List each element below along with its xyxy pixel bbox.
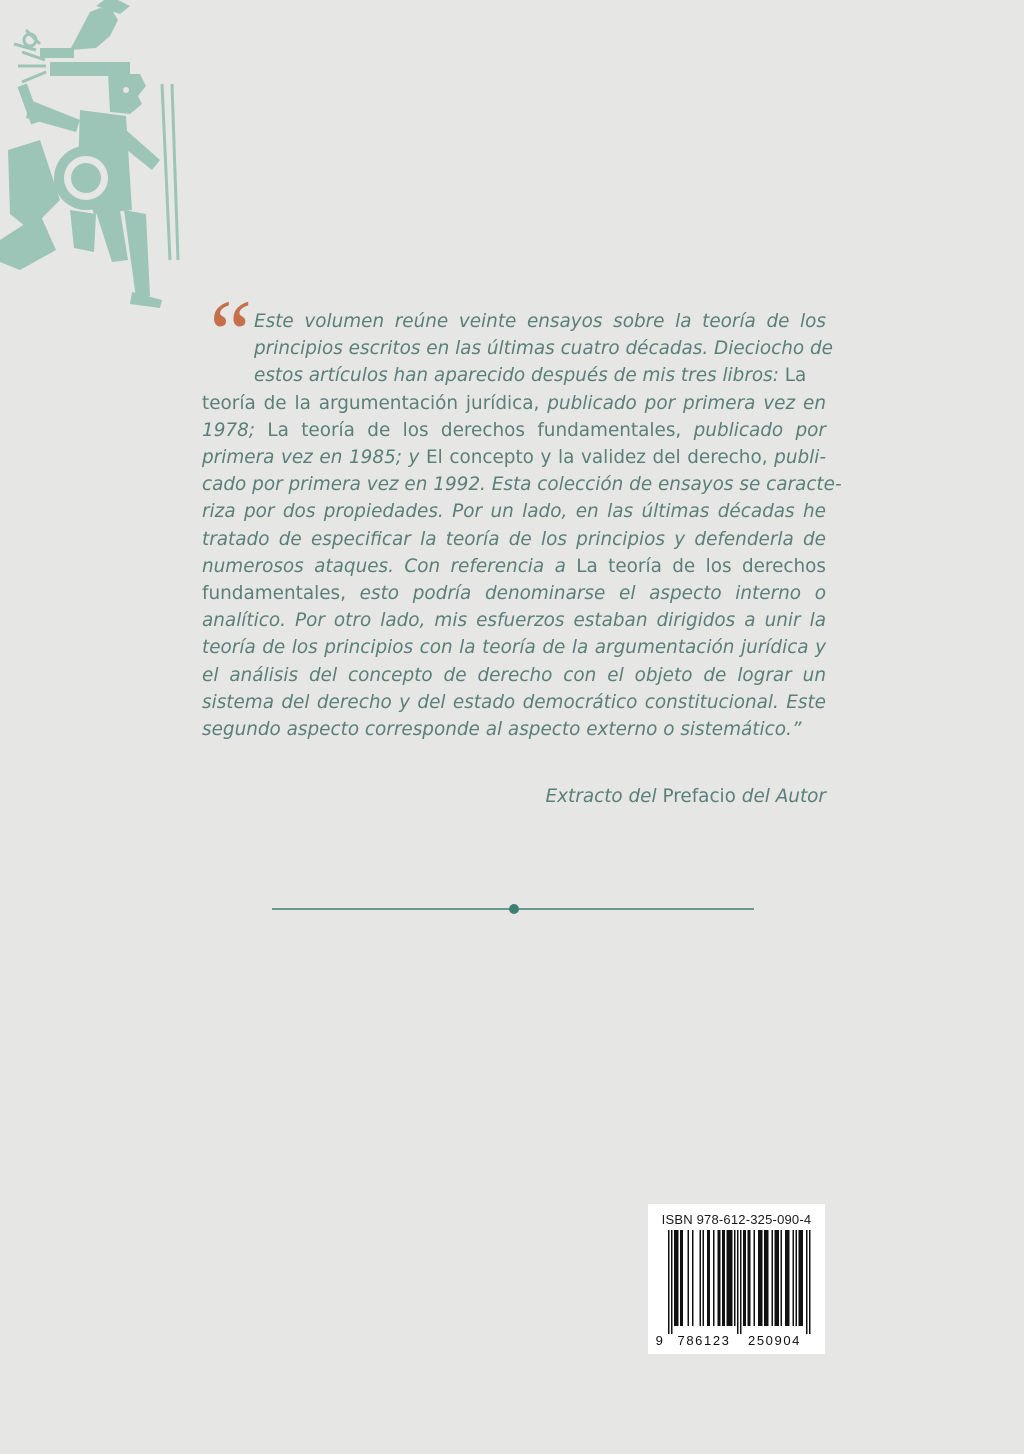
warrior-figure-illustration [0, 0, 190, 320]
quote-line [202, 662, 826, 689]
quote-text-italic: segundo aspecto corresponde al aspecto externo o sistemático.” [202, 719, 802, 741]
quote-line [202, 335, 833, 362]
attribution-title: Prefacio [662, 786, 736, 807]
barcode-bar [787, 1230, 789, 1326]
barcode [656, 1230, 817, 1348]
barcode-bar [745, 1230, 747, 1326]
quote-text-italic: sistema del derecho y del estado democrático constitucional. Este [202, 691, 826, 713]
barcode-bar [806, 1230, 808, 1334]
barcode-bar [709, 1230, 711, 1326]
quote-book-title: La [784, 365, 807, 387]
barcode-bar [775, 1230, 777, 1326]
barcode-bar [778, 1230, 780, 1326]
quote-text-italic: publi- [774, 447, 826, 469]
quote-line [202, 689, 826, 716]
divider-dot [509, 904, 519, 914]
quote-line [202, 526, 826, 553]
quote-text-italic: cado por primera vez en 1992. Esta colección de ensayos se caracte- [202, 474, 842, 496]
quote-line [202, 634, 826, 661]
quote-text-italic: primera vez en 1985; y [202, 447, 427, 469]
quote-line [202, 580, 826, 607]
barcode-bar [748, 1230, 750, 1326]
barcode-bar [674, 1230, 676, 1326]
quote-book-title: La teoría de los derechos [576, 555, 827, 577]
barcode-bar [758, 1230, 760, 1326]
quote-text-italic: tratado de especificar la teoría de los principios y defenderla de [202, 528, 826, 550]
barcode-digits: 9 [656, 1333, 665, 1348]
barcode-bar [703, 1230, 705, 1326]
quote-text-italic: estos artículos han aparecido después de mis tres libros: [254, 365, 785, 387]
attribution-suffix: del Autor [735, 786, 826, 807]
barcode-bar [764, 1230, 766, 1326]
ornamental-divider [272, 902, 754, 916]
barcode-bar [719, 1230, 721, 1326]
barcode-bar [767, 1230, 769, 1326]
isbn-label: ISBN 978-612-325-090-4 [661, 1212, 812, 1227]
barcode-bar [700, 1230, 702, 1326]
barcode-bar [718, 1230, 720, 1326]
quote-text-italic: teoría de los principios con la teoría de la argumentación jurídica y [202, 637, 826, 659]
barcode-bar [788, 1230, 790, 1326]
barcode-bar [781, 1230, 783, 1326]
attribution-prefix: Extracto del [545, 786, 663, 807]
barcode-bar [677, 1230, 679, 1326]
quote-book-title: fundamentales, [202, 583, 360, 605]
preface-quote [202, 308, 842, 743]
barcode-bar [682, 1230, 684, 1326]
quote-text-italic: numerosos ataques. Con referencia a [202, 555, 577, 577]
barcode-bar [799, 1230, 801, 1326]
barcode-bar [743, 1230, 745, 1326]
quote-book-title: La teoría de los derechos fundamentales, [267, 419, 694, 441]
quote-line [202, 498, 826, 525]
quote-text-italic: analítico. Por otro lado, mis esfuerzos estaban dirigidos a unir la [202, 610, 826, 632]
barcode-bar [688, 1230, 690, 1326]
barcode-bar [713, 1230, 715, 1326]
barcode-bar [766, 1230, 768, 1326]
barcode-bar [800, 1230, 802, 1326]
quote-text-italic: publicado por primera vez en [547, 392, 826, 414]
quote-line [202, 444, 826, 471]
barcode-bar [731, 1230, 733, 1326]
barcode-bar [793, 1230, 795, 1326]
barcode-bar [692, 1230, 694, 1326]
quote-line [202, 417, 826, 444]
quote-book-title: teoría de la argumentación jurídica, [202, 392, 548, 414]
barcode-bar [668, 1230, 670, 1334]
barcode-bar [761, 1230, 763, 1326]
barcode-bar [676, 1230, 678, 1326]
barcode-bar [680, 1230, 682, 1326]
barcode-digits: 786123 [677, 1333, 731, 1348]
quote-line [202, 716, 826, 743]
barcode-bar [754, 1230, 756, 1326]
barcode-bar [785, 1230, 787, 1326]
quote-attribution [546, 786, 826, 807]
quote-line [202, 390, 826, 417]
barcode-bar [722, 1230, 724, 1326]
quote-text-italic: publicado por [693, 419, 826, 441]
barcode-bar [737, 1230, 739, 1334]
barcode-digits: 250904 [748, 1333, 801, 1348]
quote-line [202, 362, 826, 389]
quote-text-italic: principios escritos en las últimas cuatro décadas. Dieciocho de [254, 338, 833, 360]
barcode-bar [809, 1230, 811, 1334]
quote-text-italic: el análisis del concepto de derecho con el objeto de lograr un [202, 664, 826, 686]
barcode-bar [772, 1230, 774, 1326]
quote-book-title: El concepto y la validez del derecho, [426, 447, 775, 469]
quote-line [202, 553, 826, 580]
barcode-bar [724, 1230, 726, 1326]
quote-line [202, 308, 826, 335]
barcode-bar [728, 1230, 730, 1326]
quote-line [202, 471, 842, 498]
barcode-bar [707, 1230, 709, 1326]
barcode-bar [749, 1230, 751, 1326]
barcode-bar [760, 1230, 762, 1326]
quote-text-italic: riza por dos propiedades. Por un lado, en las últimas décadas he [202, 501, 826, 523]
isbn-barcode-box [648, 1204, 825, 1354]
quote-text-italic: Este volumen reúne veinte ensayos sobre la teoría de los [254, 311, 826, 332]
quote-text-italic: esto podría denominarse el aspecto interno o [359, 583, 827, 605]
opening-quote-mark: “ [200, 280, 254, 387]
barcode-bar [671, 1230, 673, 1334]
quote-text-italic: 1978; [202, 419, 268, 441]
quote-line [202, 607, 826, 634]
barcode-bar [796, 1230, 798, 1326]
barcode-bar [730, 1230, 732, 1326]
barcode-bar [740, 1230, 742, 1334]
barcode-bar [802, 1230, 804, 1326]
barcode-bar [776, 1230, 778, 1326]
barcode-bar [734, 1230, 736, 1326]
barcode-bar [727, 1230, 729, 1326]
